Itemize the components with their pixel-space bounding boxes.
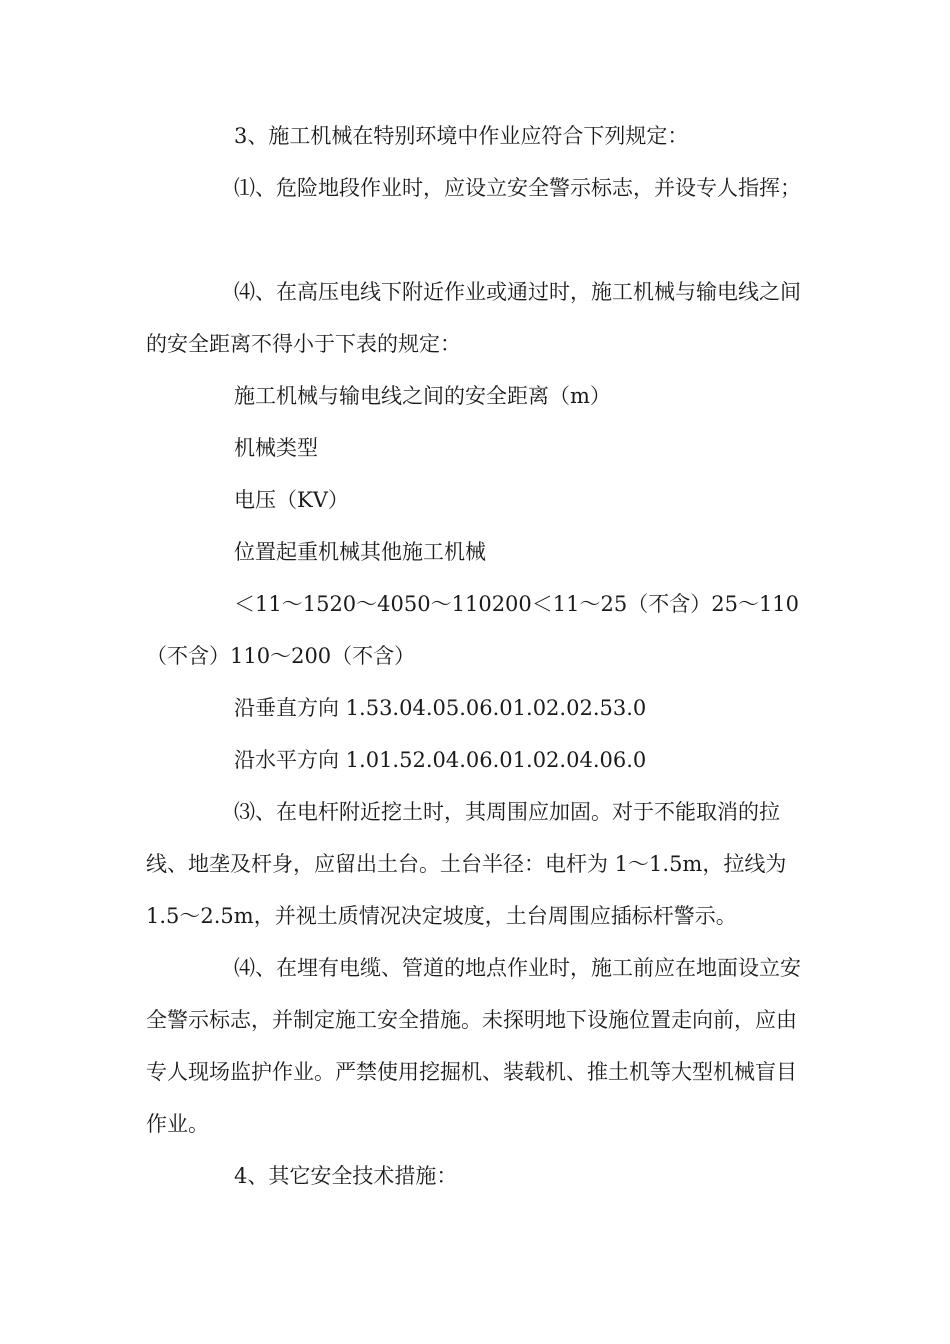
paragraph-item-4-high-voltage: ⑷、在高压电线下附近作业或通过时，施工机械与输电线之间的安全距离不得小于下表的规定： <box>146 280 801 356</box>
table-row-vertical: 沿垂直方向 1.53.04.05.06.01.02.02.53.0 <box>234 696 647 720</box>
table-caption: 施工机械与输电线之间的安全距离（m） <box>234 384 611 408</box>
table-row-horizontal: 沿水平方向 1.01.52.04.06.01.02.04.06.0 <box>234 748 647 772</box>
table-header-position: 位置起重机械其他施工机械 <box>234 540 486 564</box>
paragraph-item-3-pole-excavation: ⑶、在电杆附近挖土时，其周围应加固。对于不能取消的拉线、地垄及杆身，应留出土台。土台半径：电杆为 1～1.5m，拉线为 1.5～2.5m，并视土质情况决定坡度，土台周围应插标杆警示。 <box>146 800 787 928</box>
table-header-machine-type: 机械类型 <box>234 436 318 460</box>
table-header-voltage: 电压（KV） <box>234 488 349 512</box>
paragraph-item-4-buried-cables: ⑷、在埋有电缆、管道的地点作业时，施工前应在地面设立安全警示标志，并制定施工安全措施。未探明地下设施位置走向前，应由专人现场监护作业。严禁使用挖掘机、装载机、推土机等大型机械盲目作业。 <box>146 956 801 1136</box>
table-row-voltage-ranges: ＜11～1520～4050～110200＜11～25（不含）25～110（不含）110～200（不含） <box>146 592 800 668</box>
paragraph-section-4-heading: 4、其它安全技术措施： <box>234 1164 458 1188</box>
paragraph-item-1: ⑴、危险地段作业时，应设立安全警示标志，并设专人指挥； <box>234 176 801 200</box>
paragraph-section-3-heading: 3、施工机械在特别环境中作业应符合下列规定： <box>234 124 689 148</box>
